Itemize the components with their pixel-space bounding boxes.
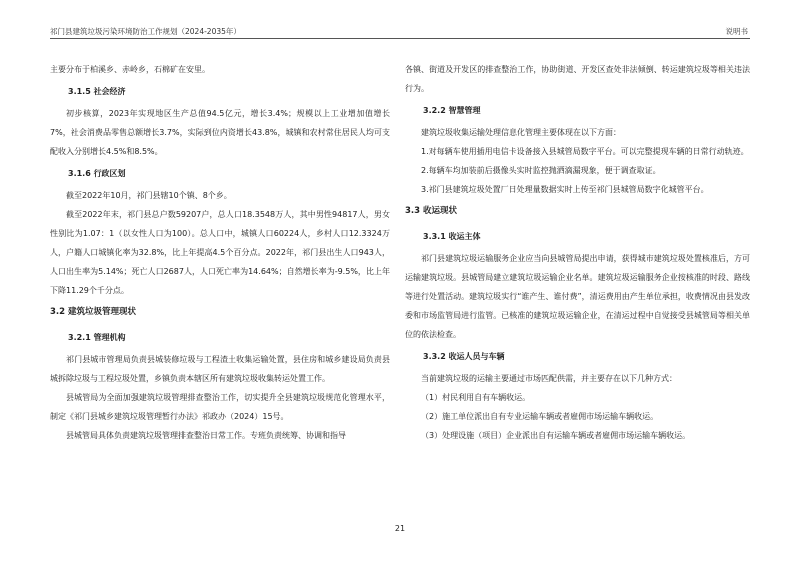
paragraph-collection-entity: 祁门县建筑垃圾运输服务企业应当向县城管局提出申请，获得城市建筑垃圾处置核准后，方可运输建筑垃圾。县城管局建立建筑垃圾运输企业名单。建筑垃圾运输服务企业按核准的时段、路线等进行处置活动。建筑垃圾实行“谁产生、谁付费”，清运费用由产生单位承担，收费情况由县发改委和市场监管局进行监管。已核准的建筑垃圾运输企业，在清运过程中自觉接受县城管局等相关单位的依法检查。 [405,254,750,339]
paragraph-continued: 各镇、街道及开发区的排查整治工作，协助街道、开发区查处非法倾倒、转运建筑垃圾等相关违法行为。 [405,65,750,93]
heading-3-3-1: 3.3.1 收运主体 [423,232,481,241]
heading-3-3: 3.3 收运现状 [405,206,458,216]
right-column [405,60,750,445]
heading-3-2-2: 3.2.2 智慧管理 [423,106,481,115]
paragraph-regulation: 县城管局为全面加强建筑垃圾管理排查整治工作，切实提升全县建筑垃圾规范化管理水平，制定《祁门县城乡建筑垃圾管理暂行办法》祁政办（2024）15号。 [50,393,390,421]
left-column [50,60,390,445]
heading-3-1-5: 3.1.5 社会经济 [68,87,126,96]
paragraph-daily-work: 县城管局具体负责建筑垃圾管理排查整治日常工作。专班负责统筹、协调和指导 [66,431,346,440]
running-header-doc-type: 说明书 [725,27,748,36]
paragraph-economy: 初步核算，2023年实现地区生产总值94.5亿元，增长3.4%；规模以上工业增加值增长7%，社会消费品零售总额增长3.7%，实际到位内资增长43.8%，城镇和农村常住居民人均可支配收入分别增长4.5%和8.5%。 [50,109,390,156]
paragraph-smart-item-3: 3.祁门县建筑垃圾处置厂日处理量数据实时上传至祁门县城管局数字化城管平台。 [421,185,709,194]
heading-3-2: 3.2 建筑垃圾管理现状 [50,307,137,317]
heading-3-3-2: 3.3.2 收运人员与车辆 [423,352,505,361]
paragraph-population: 截至2022年末，祁门县总户数59207户，总人口18.3548万人，其中男性94817人，男女性别比为1.07：1（以女性人口为100）。总人口中，城镇人口60224人，乡村人口12.3324万人，户籍人口城镇化率为32.8%，比上年提高4.5个百分点。2022年，祁门县出生人口943人，人口出生率为5.14%；死亡人口2687人，人口死亡率为14.64%；自然增长率为-9.5%，比上年下降11.29个千分点。 [50,210,390,295]
page-number: 21 [394,524,406,533]
paragraph-agencies: 祁门县城市管理局负责县城装修垃圾与工程渣土收集运输处置，县住房和城乡建设局负责县城拆除垃圾与工程垃圾处置，乡镇负责本辖区所有建筑垃圾收集转运处置工作。 [50,355,390,383]
paragraph-smart-item-2: 2.每辆车均加装前后摄像头实时监控抛洒滴漏现象，便于调查取证。 [421,166,661,175]
paragraph-smart-intro: 建筑垃圾收集运输处理信息化管理主要体现在以下方面： [421,128,621,137]
heading-3-1-6: 3.1.6 行政区划 [68,169,126,178]
paragraph-transport-item-1: （1）村民利用自有车辆收运。 [421,393,531,402]
paragraph-transport-item-3: （3）处理设施（项目）企业派出自有运输车辆或者雇佣市场运输车辆收运。 [421,431,691,440]
paragraph-smart-item-1: 1.对每辆车使用插用电信卡设备接入县城管局数字平台。可以完整提现车辆的日常行动轨迹。 [421,147,749,156]
header-rule [50,38,750,39]
paragraph-transport-intro: 当前建筑垃圾的运输主要通过市场匹配供需，并主要存在以下几种方式： [421,374,677,383]
paragraph-transport-item-2: （2）施工单位派出自有专业运输车辆或者雇佣市场运输车辆收运。 [421,412,659,421]
heading-3-2-1: 3.2.1 管理机构 [68,333,126,342]
paragraph-intro: 主要分布于柏溪乡、赤岭乡，石棉矿在安里。 [50,65,210,74]
running-header-title: 祁门县建筑垃圾污染环境防治工作规划（2024-2035年） [50,27,241,36]
paragraph-admin-division: 截至2022年10月，祁门县辖10个镇、8个乡。 [66,191,232,200]
